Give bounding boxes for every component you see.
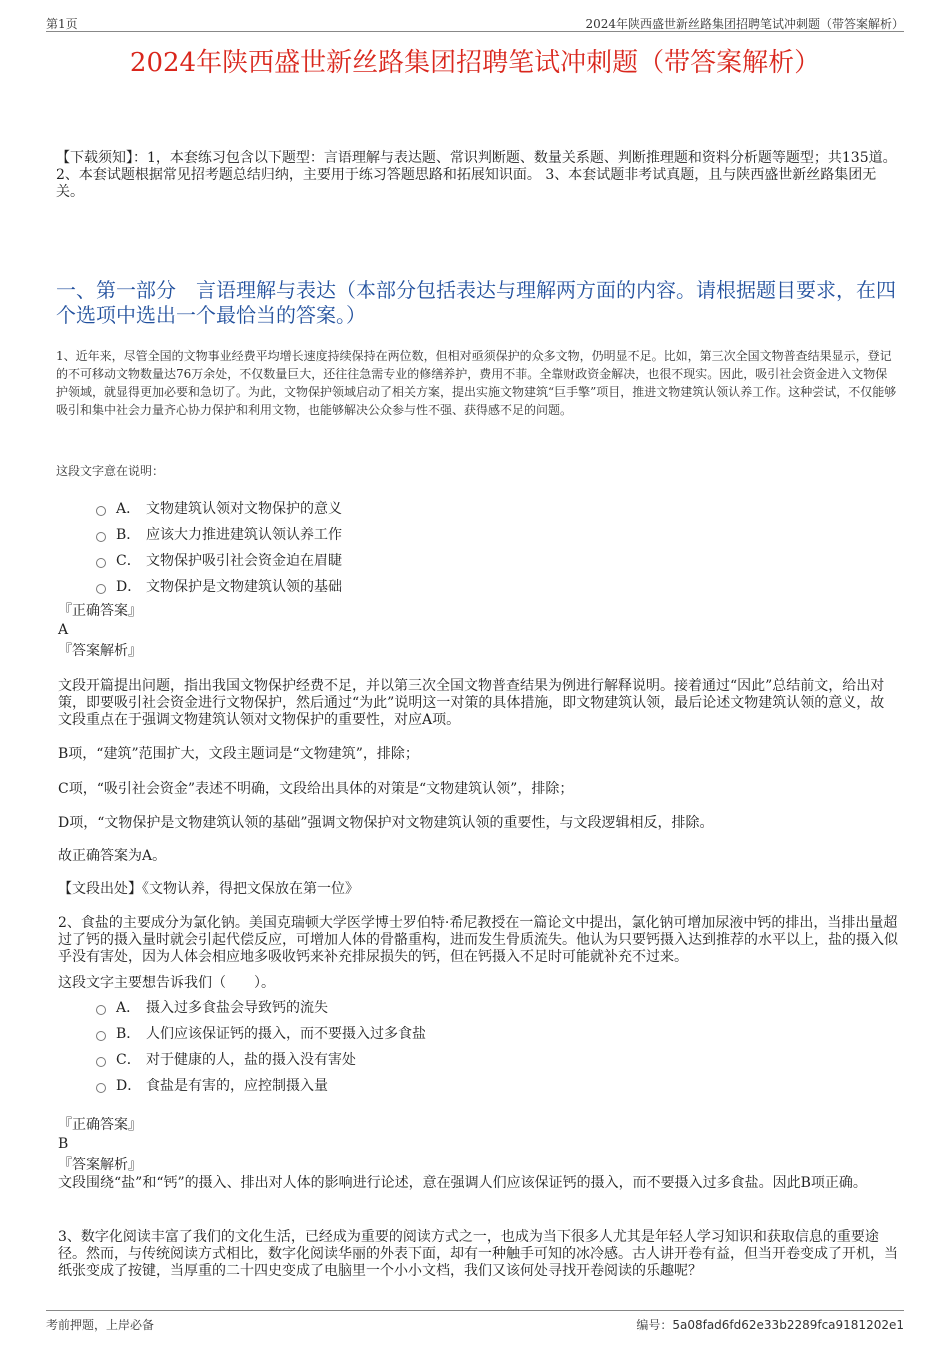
page-footer [46,1310,904,1332]
document-title: 2024年陕西盛世新丝路集团招聘笔试冲刺题（带答案解析） [129,48,821,78]
option-a[interactable]: A． 摄入过多食盐会导致钙的流失 [96,994,426,1020]
download-notice: 【下载须知】：1，本套练习包含以下题型：言语理解与表达题、常识判断题、数量关系题、判断推理题和资料分析题等题型；共135道。 2、本套试题根据常见招考题总结归纳，主要用于练习答题思路和拓展知识面。 3、本套试题非考试真题，且与陕西盛世新丝路集团无关。 [56,150,897,200]
footer-slogan: 考前押题，上岸必备 [46,1318,155,1332]
analysis-b: B项，“建筑”范围扩大，文段主题词是“文物建筑”，排除； [58,746,419,762]
option-a[interactable]: A． 文物建筑认领对文物保护的意义 [96,495,342,521]
page-number: 第1页 [46,17,78,31]
question-2-options [96,994,426,1098]
radio-icon[interactable] [96,1005,106,1015]
option-c[interactable]: C． 对于健康的人，盐的摄入没有害处 [96,1046,426,1072]
question-1-passage: 1、近年来，尽管全国的文物事业经费平均增长速度持续保持在两位数，但相对亟须保护的众多文物，仍明显不足。比如，第三次全国文物普查结果显示，登记的不可移动文物数量达76万余处，不仅数量巨大，还往往急需专业的修缮养护，费用不菲。全靠财政资金解决，也很不现实。因此，吸引社会资金进入文物保护领域，就显得更加必要和急切了。为此，文物保护领域启动了相关方案，提出实施文物建筑“巨手擎”项目，推进文物建筑认领认养工作。这种尝试，不仅能够吸引和集中社会力量齐心协力保护和利用文物，也能够解决公众参与性不强、获得感不足的问题。 [56,349,897,417]
analysis-label: 『答案解析』 [58,643,142,659]
analysis-c: C项，“吸引社会资金”表述不明确，文段给出具体的对策是“文物建筑认领”，排除； [58,781,574,797]
header-doc-title: 2024年陕西盛世新丝路集团招聘笔试冲刺题（带答案解析） [585,17,904,31]
source-note: 【文段出处】《文物认养，得把文保放在第一位》 [58,881,359,897]
footer-code: 编号：5a08fad6fd62e33b2289fca9181202e1 [636,1318,904,1332]
conclusion: 故正确答案为A。 [58,848,167,864]
page-header [46,12,904,32]
answer-value: A [58,622,69,638]
option-d[interactable]: D． 食盐是有害的，应控制摄入量 [96,1072,426,1098]
answer-label: 『正确答案』 [58,603,142,619]
radio-icon[interactable] [96,1083,106,1093]
option-b[interactable]: B． 人们应该保证钙的摄入，而不要摄入过多食盐 [96,1020,426,1046]
question-3-passage: 3、数字化阅读丰富了我们的文化生活，已经成为重要的阅读方式之一，也成为当下很多人尤其是年轻人学习知识和获取信息的重要途径。然而，与传统阅读方式相比，数字化阅读华丽的外表下面，却有一种触手可知的冰冷感。古人讲开卷有益，但当开卷变成了开机，当纸张变成了按键，当厚重的二十四史变成了电脑里一个小小文档，我们又该何处寻找开卷阅读的乐趣呢？ [58,1229,898,1279]
radio-icon[interactable] [96,1057,106,1067]
analysis-text: 文段围绕“盐”和“钙”的摄入、排出对人体的影响进行论述，意在强调人们应该保证钙的摄入，而不要摄入过多食盐。因此B项正确。 [58,1175,867,1191]
option-c[interactable]: C． 文物保护吸引社会资金迫在眉睫 [96,547,342,573]
question-1-options [96,495,342,599]
analysis-text: 文段开篇提出问题，指出我国文物保护经费不足，并以第三次全国文物普查结果为例进行解释说明。接着通过“因此”总结前文，给出对策，即要吸引社会资金进行文物保护，然后通过“为此”说明这一对策的具体措施，即文物建筑认领，最后论述文物建筑认领的意义，故文段重点在于强调文物建筑认领对文物保护的重要性，对应A项。 [58,678,885,728]
answer-value: B [58,1136,69,1152]
radio-icon[interactable] [96,506,106,516]
radio-icon[interactable] [96,532,106,542]
analysis-d: D项，“文物保护是文物建筑认领的基础”强调文物保护对文物建筑认领的重要性，与文段逻辑相反，排除。 [58,815,714,831]
analysis-label: 『答案解析』 [58,1157,142,1173]
radio-icon[interactable] [96,1031,106,1041]
section-heading: 一、第一部分 言语理解与表达（本部分包括表达与理解两方面的内容。请根据题目要求，在四个选项中选出一个最恰当的答案。） [56,278,896,327]
option-b[interactable]: B． 应该大力推进建筑认领认养工作 [96,521,342,547]
answer-label: 『正确答案』 [58,1117,142,1133]
question-1-stem: 这段文字意在说明： [56,464,165,478]
question-2-passage: 2、食盐的主要成分为氯化钠。美国克瑞顿大学医学博士罗伯特·希尼教授在一篇论文中提出，氯化钠可增加尿液中钙的排出，当排出量超过了钙的摄入量时就会引起代偿反应，可增加人体的骨骼重构，进而发生骨质流失。他认为只要钙摄入达到推荐的水平以上，盐的摄入似乎没有害处，因为人体会相应地多吸收钙来补充排尿损失的钙，但在钙摄入不足时可能就补充不过来。 [58,915,898,965]
question-2-stem: 这段文字主要想告诉我们（ ）。 [58,975,275,991]
radio-icon[interactable] [96,558,106,568]
option-d[interactable]: D． 文物保护是文物建筑认领的基础 [96,573,342,599]
radio-icon[interactable] [96,584,106,594]
